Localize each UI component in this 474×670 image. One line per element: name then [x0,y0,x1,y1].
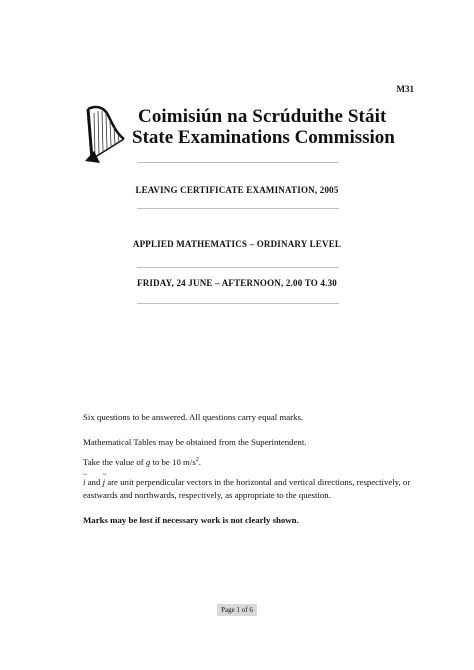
unit-vector-j: ~ j [103,476,105,489]
divider [137,208,339,209]
instruction-gravity: Take the value of g to be 10 $m/s^2$. [83,457,201,467]
divider [137,162,339,163]
commission-title-irish: Coimisiún na Scrúduithe Stáit [138,106,387,127]
exam-subject: APPLIED MATHEMATICS – ORDINARY LEVEL [132,239,342,249]
divider [137,267,339,268]
paper-code: M31 [396,84,414,94]
exam-name: LEAVING CERTIFICATE EXAMINATION, 2005 [135,185,339,195]
instruction-vectors: ~ i and ~ j are unit perpendicular vectors in the horizontal and vertical directions, respectively, or eastwards and northwards, respectively, as appropriate to the question. [83,476,423,502]
unit-vector-i: ~ i [83,476,85,489]
divider [137,303,339,304]
commission-title-english: State Examinations Commission [132,127,395,148]
page-indicator: Page 1 of 6 [217,604,257,616]
exam-datetime: FRIDAY, 24 JUNE – AFTERNOON, 2.00 TO 4.30 [137,278,337,288]
instruction-marks-warning: Marks may be lost if necessary work is not clearly shown. [83,515,299,525]
instruction-questions: Six questions to be answered. All questions carry equal marks. [83,412,304,422]
harp-icon [82,103,128,165]
instruction-tables: Mathematical Tables may be obtained from the Superintendent. [83,437,307,447]
